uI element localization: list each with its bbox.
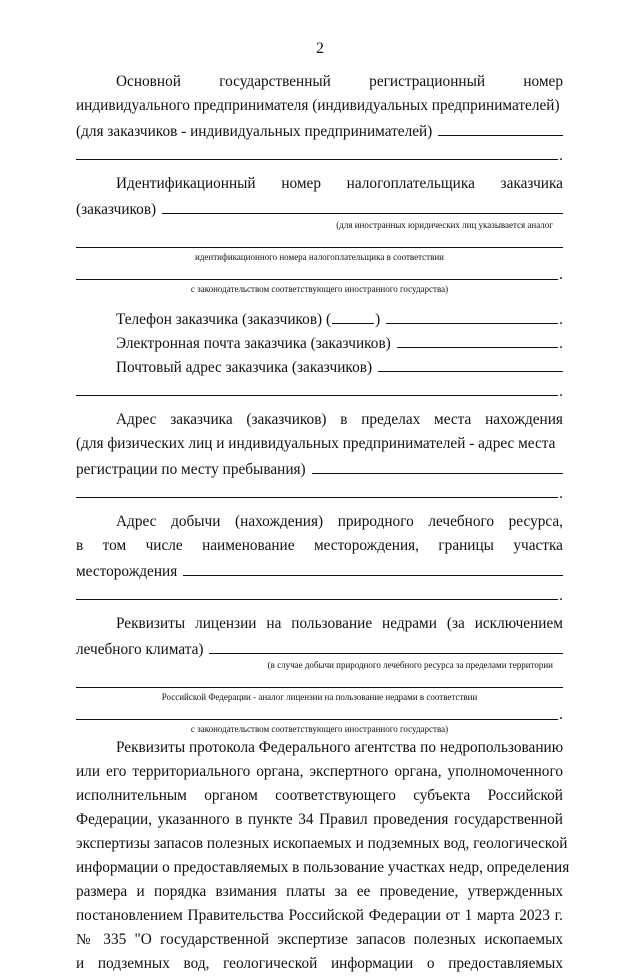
- phone-code-field[interactable]: [332, 306, 374, 324]
- ogrnip-field[interactable]: [438, 118, 563, 136]
- inn-blank-line-2: .: [76, 264, 563, 284]
- protocol-line-5: экспертизы запасов полезных ископаемых и подземных вод, геологической: [76, 835, 568, 852]
- protocol-line-8: постановлением Правительства Российской Федерации от 1 марта 2023 г.: [76, 907, 563, 924]
- license-blank-line-1: [76, 672, 563, 692]
- address-line-1: Адрес заказчика (заказчиков) в пределах места нахождения: [116, 411, 563, 428]
- license-note-1: (в случае добычи природного лечебного ресурса за пределами территории: [267, 660, 553, 670]
- postal-blank-line: .: [76, 378, 563, 402]
- protocol-line-1: Реквизиты протокола Федерального агентства по недропользованию: [116, 739, 564, 756]
- extraction-address-field[interactable]: [183, 558, 563, 576]
- address-field-continued[interactable]: [76, 480, 558, 498]
- ogrnip-line-2: индивидуального предпринимателя (индивидуальных предпринимателей): [76, 97, 560, 114]
- license-field-continued-2[interactable]: [76, 719, 558, 720]
- extraction-blank-line: .: [76, 582, 563, 606]
- email-field[interactable]: [397, 330, 558, 348]
- email-line: Электронная почта заказчика (заказчиков) .: [76, 330, 563, 354]
- ogrnip-line-1: Основной государственный регистрационный номер: [116, 73, 563, 90]
- page-number: 2: [316, 40, 324, 57]
- extraction-line-3: месторождения: [76, 558, 563, 582]
- inn-field-continued-1[interactable]: [76, 247, 563, 248]
- inn-line-1: Идентификационный номер налогоплательщика заказчика: [116, 175, 563, 192]
- license-line-1: Реквизиты лицензии на пользование недрами (за исключением: [116, 615, 563, 632]
- inn-note-3: с законодательством соответствующего иностранного государства): [190, 284, 449, 294]
- protocol-line-2: или его территориального органа, экспертного органа, уполномоченного: [76, 763, 563, 780]
- inn-line-2: (заказчиков): [76, 196, 563, 220]
- inn-field-continued-2[interactable]: [76, 279, 558, 280]
- inn-note-2: идентификационного номера налогоплательщика в соответствии: [195, 252, 444, 262]
- form-body: [76, 70, 570, 976]
- protocol-line-3: исполнительным органом соответствующего субъекта Российской: [76, 787, 563, 804]
- license-field[interactable]: [209, 636, 563, 654]
- license-field-continued-1[interactable]: [76, 687, 563, 688]
- ogrnip-field-continued[interactable]: [76, 142, 558, 160]
- postal-line: Почтовый адрес заказчика (заказчиков): [76, 354, 563, 378]
- extraction-line-1: Адрес добычи (нахождения) природного лечебного ресурса,: [116, 513, 563, 530]
- inn-note-1: (для иностранных юридических лиц указывается аналог: [336, 220, 553, 230]
- phone-line: Телефон заказчика (заказчиков) ( ) .: [76, 306, 563, 330]
- inn-field[interactable]: [162, 196, 563, 214]
- license-line-2: лечебного климата): [76, 636, 563, 660]
- protocol-line-4: Федерации, указанного в пункте 34 Правил проведения государственной: [76, 811, 563, 828]
- protocol-line-9: № 335 "О государственной экспертизе запасов полезных ископаемых: [76, 931, 563, 948]
- ogrnip-blank-line: .: [76, 142, 563, 166]
- postal-address-field[interactable]: [378, 354, 563, 372]
- protocol-line-6: информации о предоставляемых в пользование участках недр, определения: [76, 859, 570, 876]
- license-note-2: Российской Федерации - аналог лицензии на пользование недрами в соответствии: [161, 692, 478, 702]
- ogrnip-line-3: (для заказчиков - индивидуальных предпринимателей): [76, 118, 563, 142]
- extraction-address-field-continued[interactable]: [76, 582, 558, 600]
- protocol-line-10: и подземных вод, геологической информации о предоставляемых: [76, 955, 563, 972]
- protocol-line-7: размера и порядка взимания платы за ее проведение, утвержденных: [76, 883, 563, 900]
- phone-field[interactable]: [386, 306, 558, 324]
- address-line-2: (для физических лиц и индивидуальных предпринимателей - адрес места: [76, 435, 556, 452]
- postal-address-field-continued[interactable]: [76, 378, 558, 396]
- address-blank-line: .: [76, 480, 563, 504]
- inn-blank-line-1: [76, 232, 563, 252]
- license-blank-line-2: .: [76, 704, 563, 724]
- address-field[interactable]: [312, 456, 563, 474]
- license-note-3: с законодательством соответствующего иностранного государства): [190, 724, 449, 734]
- extraction-line-2: в том числе наименование месторождения, границы участка: [76, 537, 563, 554]
- address-line-3: регистрации по месту пребывания): [76, 456, 563, 480]
